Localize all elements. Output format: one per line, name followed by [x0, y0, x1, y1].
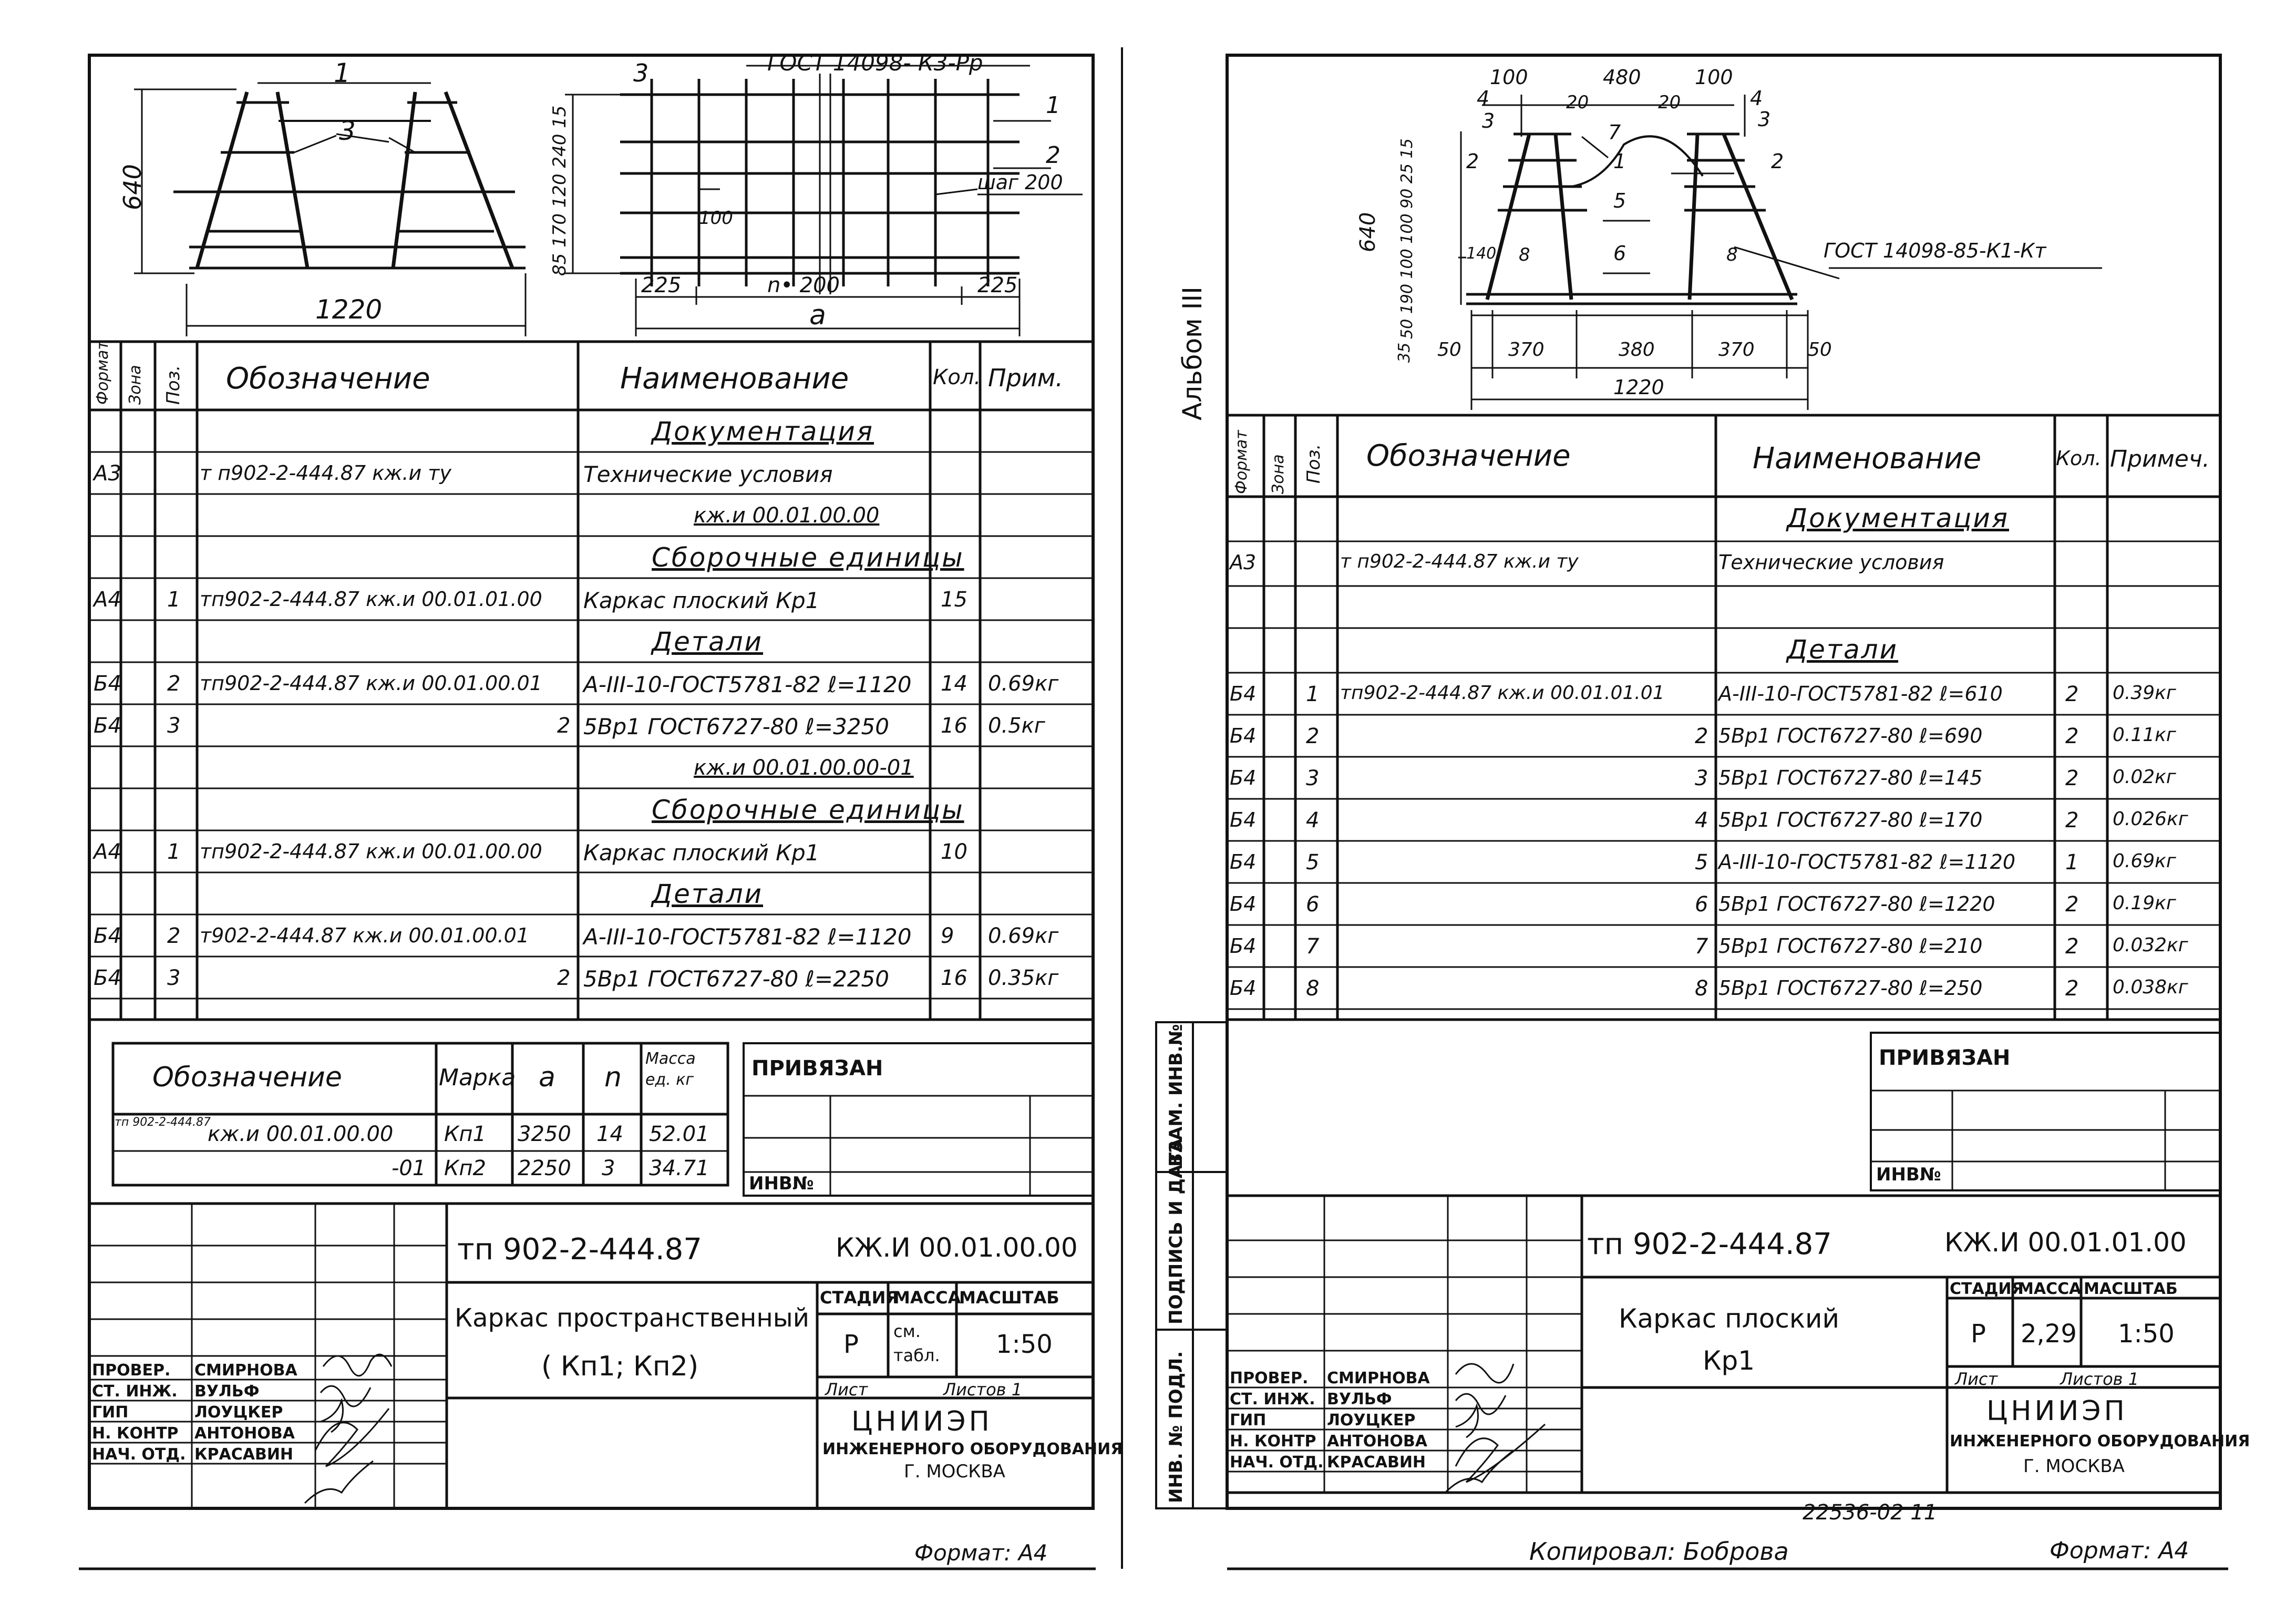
marks-r1-n: 14 [596, 1122, 623, 1146]
side-label-inv: ИНВ. № ПОДЛ. [1166, 1351, 1187, 1503]
row-naimenovanie: 5Вр1 ГОСТ6727-80 ℓ=1220 [1718, 892, 1995, 916]
row-naimenovanie: А-III-10-ГОСТ5781-82 ℓ=1120 [1718, 850, 2016, 873]
marks-header-marka: Марка [439, 1064, 516, 1091]
marks-r1-obo: кж.и 00.01.00.00 [208, 1122, 394, 1146]
row-oboznachenie: 8 [1695, 976, 1708, 1001]
r-c3b: 3 [1758, 108, 1771, 131]
vertical-dims: 85 170 120 240 15 [549, 105, 570, 276]
marks-header-a: a [539, 1062, 555, 1093]
dim-225b: 225 [977, 273, 1018, 297]
r-c4a: 4 [1477, 87, 1490, 110]
row-poz: 8 [1306, 976, 1320, 1001]
row-naimenovanie: 5Вр1 ГОСТ6727-80 ℓ=170 [1718, 808, 1983, 831]
row-poz: 2 [167, 672, 181, 696]
row-kol: 2 [2065, 766, 2079, 790]
dim-100: 100 [699, 208, 733, 229]
r-stamp-stadia-value: Р [1971, 1319, 1986, 1349]
r-c4b: 4 [1750, 87, 1763, 110]
r-stamp-title1: Каркас плоский [1619, 1303, 1840, 1334]
gost-label: ГОСТ 14098- К3-Рр [767, 50, 983, 76]
row-prim: 0.02кг [2113, 766, 2176, 788]
marks-r2-a: 2250 [518, 1156, 571, 1180]
row-oboznachenie: 2 [557, 714, 571, 738]
header-naimenovanie: Наименование [620, 362, 849, 396]
row-oboznachenie: т п902-2-444.87 кж.и ту [200, 461, 451, 485]
row-naimenovanie: А-III-10-ГОСТ5781-82 ℓ=1120 [583, 924, 912, 950]
marks-header-massa: Масса ед. кг [645, 1050, 696, 1089]
stamp-name: АНТОНОВА [194, 1424, 295, 1443]
stamp-massa: МАССА [893, 1288, 961, 1308]
stamp-org1: ЦНИИЭП [851, 1406, 993, 1437]
stamp-role: ПРОВЕР. [1230, 1369, 1309, 1387]
row-format: Б4 [1230, 682, 1257, 705]
r-gost: ГОСТ 14098-85-К1-Кт [1824, 239, 2046, 262]
row-oboznachenie: т902-2-444.87 кж.и 00.01.00.01 [200, 924, 529, 947]
row-naimenovanie: кж.и 00.01.00.00-01 [694, 756, 914, 780]
marks-r2-marka: Кп2 [444, 1156, 486, 1180]
stamp-org3: Г. МОСКВА [904, 1461, 1005, 1482]
r-stamp-masshtab-value: 1:50 [2118, 1319, 2175, 1349]
row-kol: 16 [941, 966, 967, 990]
r-d35: 35 [1395, 342, 1414, 363]
row-poz: 1 [167, 840, 181, 864]
r-stamp-list: Лист [1955, 1369, 1998, 1389]
row-format: Б4 [1230, 892, 1257, 916]
marks-r1-pre: тп 902-2-444.87 [115, 1116, 211, 1129]
row-kol: 16 [941, 714, 967, 738]
row-oboznachenie: 6 [1695, 892, 1708, 917]
r-c1: 1 [1613, 150, 1626, 173]
sheet-number: 22536-02 11 [1803, 1500, 1938, 1525]
r-header-naimenovanie: Наименование [1753, 441, 1982, 476]
r-d20b: 20 [1658, 92, 1681, 113]
r-d370b: 370 [1718, 339, 1755, 361]
stamp-name: КРАСАВИН [194, 1445, 294, 1464]
header-format: Формат [94, 341, 112, 405]
stamp-masshtab: МАСШТАБ [959, 1288, 1059, 1308]
row-format: Б4 [1230, 934, 1257, 958]
r-c8b: 8 [1726, 244, 1738, 265]
stamp-stadia-value: Р [843, 1330, 859, 1359]
r-d380: 380 [1619, 339, 1655, 361]
header-zona: Зона [126, 365, 145, 405]
r-c6: 6 [1613, 242, 1626, 265]
row-format: Б4 [1230, 808, 1257, 831]
header-kol: Кол. [933, 365, 981, 389]
row-oboznachenie: 3 [1695, 766, 1708, 790]
row-format: Б4 [1230, 976, 1257, 1000]
row-naimenovanie: 5Вр1 ГОСТ6727-80 ℓ=2250 [583, 966, 889, 992]
dim-a: a [809, 300, 826, 331]
r-vert-dims: 50 190 100 100 90 25 15 [1398, 138, 1416, 339]
callout-2: 2 [1046, 142, 1061, 169]
callout-1b: 1 [1046, 92, 1061, 119]
row-oboznachenie: 2 [1695, 724, 1708, 748]
r-stamp-code: КЖ.И 00.01.01.00 [1944, 1227, 2187, 1258]
row-poz: 3 [1306, 766, 1320, 790]
row-oboznachenie: тп902-2-444.87 кж.и 00.01.01.00 [200, 588, 542, 611]
side-label-vzam: ВЗАМ. ИНВ.№ [1166, 1024, 1187, 1167]
marks-r1-marka: Кп1 [444, 1122, 486, 1146]
row-format: Б4 [1230, 766, 1257, 789]
row-prim: 0.69кг [988, 924, 1059, 948]
row-prim: 0.026кг [2113, 808, 2188, 830]
r-stamp-project: тп 902-2-444.87 [1587, 1227, 1832, 1261]
stamp-role: Н. КОНТР [92, 1424, 179, 1443]
row-poz: 4 [1306, 808, 1320, 832]
row-poz: 1 [167, 588, 181, 612]
privyazan-label: ПРИВЯЗАН [751, 1056, 883, 1081]
row-oboznachenie: тп902-2-444.87 кж.и 00.01.00.00 [200, 840, 542, 863]
row-prim: 0.19кг [2113, 892, 2176, 914]
section-title: Документация [1787, 503, 2009, 533]
stamp-name: ЛОУЦКЕР [194, 1403, 283, 1422]
r-header-oboznachenie: Обозначение [1366, 439, 1571, 473]
row-kol: 9 [941, 924, 954, 948]
row-oboznachenie: 7 [1695, 934, 1708, 959]
stamp-role: НАЧ. ОТД. [1230, 1453, 1324, 1472]
row-format: А4 [94, 840, 121, 864]
r-d370a: 370 [1508, 339, 1545, 361]
r-header-zona: Зона [1269, 454, 1288, 494]
r-stamp-title2: Кр1 [1703, 1345, 1755, 1376]
row-kol: 2 [2065, 976, 2079, 1001]
r-d140: 140 [1466, 244, 1497, 263]
row-kol: 2 [2065, 808, 2079, 832]
row-kol: 2 [2065, 724, 2079, 748]
row-naimenovanie: 5Вр1 ГОСТ6727-80 ℓ=3250 [583, 714, 889, 739]
row-naimenovanie: 5Вр1 ГОСТ6727-80 ℓ=210 [1718, 934, 1983, 958]
section-title: Детали [1787, 634, 1899, 665]
row-poz: 2 [1306, 724, 1320, 748]
stamp-role: ГИП [92, 1403, 129, 1422]
r-c5: 5 [1613, 189, 1626, 212]
stamp-name: АНТОНОВА [1327, 1432, 1427, 1451]
stamp-masshtab-value: 1:50 [996, 1330, 1053, 1359]
r-stamp-masshtab: МАСШТАБ [2084, 1280, 2178, 1298]
inv-label: ИНВ№ [749, 1173, 814, 1194]
row-kol: 1 [2065, 850, 2079, 875]
header-poz: Поз. [163, 365, 184, 405]
stamp-role: СТ. ИНЖ. [1230, 1390, 1315, 1409]
right-format: Формат: А4 [2050, 1537, 2189, 1564]
row-format: Б4 [94, 966, 121, 990]
row-format: Б4 [94, 924, 121, 948]
stamp-name: ВУЛЬФ [194, 1382, 260, 1401]
stamp-title2: ( Кп1; Кп2) [541, 1351, 699, 1382]
r-inv-label: ИНВ№ [1876, 1164, 1941, 1185]
row-kol: 15 [941, 588, 967, 612]
r-d480: 480 [1603, 66, 1641, 89]
r-stamp-massa-value: 2,29 [2021, 1319, 2077, 1349]
row-naimenovanie: А-III-10-ГОСТ5781-82 ℓ=1120 [583, 672, 912, 697]
stamp-name: ЛОУЦКЕР [1327, 1411, 1416, 1430]
row-format: Б4 [1230, 850, 1257, 873]
row-prim: 0.038кг [2113, 976, 2188, 998]
row-naimenovanie: Технические условия [1718, 551, 1944, 574]
r-header-poz: Поз. [1303, 444, 1324, 484]
r-stamp-org2: ИНЖЕНЕРНОГО ОБОРУДОВАНИЯ [1950, 1432, 2250, 1451]
row-poz: 1 [1306, 682, 1320, 706]
row-oboznachenie: 2 [557, 966, 571, 990]
header-prim: Прим. [988, 364, 1064, 392]
stamp-role: ПРОВЕР. [92, 1361, 171, 1380]
callout-3b: 3 [633, 59, 649, 87]
row-oboznachenie: 4 [1695, 808, 1708, 832]
marks-r2-m: 34.71 [649, 1156, 709, 1180]
header-oboznachenie: Обозначение [226, 362, 430, 396]
row-prim: 0.032кг [2113, 934, 2188, 956]
r-stamp-listov: Листов 1 [2060, 1369, 2139, 1389]
marks-header-n: n [604, 1062, 622, 1093]
stamp-code: КЖ.И 00.01.00.00 [836, 1232, 1078, 1263]
r-stamp-org1: ЦНИИЭП [1986, 1395, 2128, 1427]
r-d20a: 20 [1566, 92, 1589, 113]
stamp-listov: Листов 1 [943, 1380, 1023, 1400]
row-format: А4 [94, 588, 121, 612]
marks-r1-m: 52.01 [649, 1122, 709, 1146]
stamp-role: СТ. ИНЖ. [92, 1382, 178, 1401]
row-prim: 0.11кг [2113, 724, 2176, 746]
stamp-name: ВУЛЬФ [1327, 1390, 1392, 1409]
marks-r2-n: 3 [602, 1156, 615, 1180]
row-format: Б4 [94, 672, 121, 696]
row-naimenovanie: 5Вр1 ГОСТ6727-80 ℓ=145 [1718, 766, 1983, 789]
section-title: Сборочные единицы [652, 795, 964, 825]
left-format: Формат: А4 [914, 1540, 1048, 1566]
section-title: Детали [652, 879, 764, 909]
row-prim: 0.35кг [988, 966, 1059, 990]
marks-r1-a: 3250 [518, 1122, 571, 1146]
row-prim: 0.5кг [988, 714, 1045, 738]
row-poz: 3 [167, 966, 181, 990]
row-oboznachenie: 5 [1695, 850, 1708, 875]
stamp-org2: ИНЖЕНЕРНОГО ОБОРУДОВАНИЯ [822, 1440, 1123, 1458]
stamp-stadia: СТАДИЯ [820, 1288, 899, 1308]
row-format: А3 [1230, 551, 1257, 574]
side-label-podpis: ПОДПИСЬ И ДАТА [1166, 1138, 1187, 1324]
section-title: Сборочные единицы [652, 542, 964, 573]
r-c2b: 2 [1771, 150, 1784, 173]
row-oboznachenie: тп902-2-444.87 кж.и 00.01.01.01 [1340, 682, 1665, 704]
r-header-format: Формат [1232, 430, 1251, 494]
r-header-kol: Кол. [2056, 447, 2102, 470]
row-poz: 6 [1306, 892, 1320, 917]
row-prim: 0.39кг [2113, 682, 2176, 704]
row-kol: 10 [941, 840, 967, 864]
r-d100b: 100 [1695, 66, 1733, 89]
stamp-project: тп 902-2-444.87 [457, 1232, 702, 1267]
row-format: А3 [94, 461, 121, 486]
row-kol: 2 [2065, 682, 2079, 706]
row-naimenovanie: А-III-10-ГОСТ5781-82 ℓ=610 [1718, 682, 2003, 705]
r-c7: 7 [1608, 121, 1621, 144]
r-d640: 640 [1356, 212, 1380, 252]
row-format: Б4 [94, 714, 121, 738]
r-header-prim: Примеч. [2110, 446, 2210, 472]
shag-label: шаг 200 [977, 171, 1063, 194]
section-title: Детали [652, 626, 764, 657]
section-title: Документация [652, 416, 874, 447]
row-kol: 14 [941, 672, 967, 696]
r-d50a: 50 [1437, 339, 1461, 361]
stamp-name: СМИРНОВА [1327, 1369, 1430, 1387]
stamp-title1: Каркас пространственный [455, 1303, 809, 1333]
r-c2a: 2 [1466, 150, 1479, 173]
row-oboznachenie: т п902-2-444.87 кж.и ту [1340, 551, 1579, 572]
dim-225a: 225 [641, 273, 682, 297]
row-naimenovanie: Технические условия [583, 461, 833, 487]
r-privyazan-label: ПРИВЯЗАН [1879, 1046, 2011, 1070]
row-naimenovanie: Каркас плоский Кр1 [583, 840, 820, 866]
row-kol: 2 [2065, 934, 2079, 959]
r-d1220: 1220 [1613, 376, 1664, 399]
callout-3: 3 [339, 116, 356, 146]
r-c3a: 3 [1482, 109, 1495, 132]
dim-640: 640 [118, 164, 147, 210]
r-stamp-stadia: СТАДИЯ [1950, 1280, 2024, 1298]
row-kol: 2 [2065, 892, 2079, 917]
row-poz: 3 [167, 714, 181, 738]
copied-by: Копировал: Боброва [1529, 1537, 1789, 1566]
row-naimenovanie: кж.и 00.01.00.00 [694, 503, 880, 528]
r-d50b: 50 [1808, 339, 1832, 361]
dim-n200: n• 200 [767, 273, 840, 297]
dim-1220: 1220 [315, 294, 383, 325]
stamp-list: Лист [825, 1380, 868, 1400]
row-poz: 5 [1306, 850, 1320, 875]
row-naimenovanie: Каркас плоский Кр1 [583, 588, 820, 613]
row-naimenovanie: 5Вр1 ГОСТ6727-80 ℓ=690 [1718, 724, 1983, 747]
stamp-name: СМИРНОВА [194, 1361, 297, 1380]
r-stamp-massa: МАССА [2018, 1280, 2082, 1298]
stamp-role: ГИП [1230, 1411, 1267, 1430]
marks-header-obo: Обозначение [152, 1062, 342, 1093]
album-label: Альбом III [1177, 286, 1208, 420]
row-naimenovanie: 5Вр1 ГОСТ6727-80 ℓ=250 [1718, 976, 1983, 1000]
row-format: Б4 [1230, 724, 1257, 747]
callout-1: 1 [334, 58, 351, 88]
stamp-role: Н. КОНТР [1230, 1432, 1316, 1451]
r-c8a: 8 [1519, 244, 1530, 265]
stamp-role: НАЧ. ОТД. [92, 1445, 186, 1464]
row-prim: 0.69кг [2113, 850, 2176, 872]
row-poz: 7 [1306, 934, 1320, 959]
r-d100a: 100 [1490, 66, 1528, 89]
stamp-name: КРАСАВИН [1327, 1453, 1426, 1472]
stamp-massa-value: см. табл. [893, 1321, 940, 1365]
row-oboznachenie: тп902-2-444.87 кж.и 00.01.00.01 [200, 672, 542, 695]
r-stamp-org3: Г. МОСКВА [2023, 1456, 2125, 1477]
row-poz: 2 [167, 924, 181, 948]
marks-r2-obo: -01 [392, 1156, 426, 1180]
row-prim: 0.69кг [988, 672, 1059, 696]
